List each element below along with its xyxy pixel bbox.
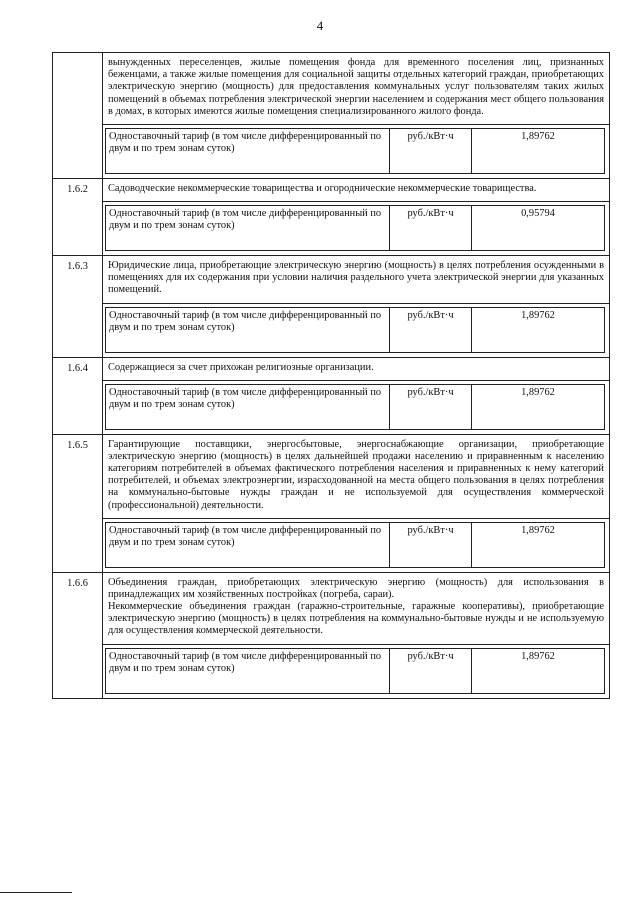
tariff-row [53,380,610,434]
tariff-cell [103,303,610,357]
tariff-detail-table [105,384,605,430]
tariff-table-body [53,53,610,699]
tariff-value: 1,89762 [472,522,605,567]
tariff-label: Одноставочный тариф (в том числе дифференцированный по двум и по трем зонам суток) [106,522,390,567]
tariff-cell [103,380,610,434]
tariff-row [53,303,610,357]
tariff-cell [103,202,610,256]
tariff-cell [103,644,610,698]
category-paragraph: Юридические лица, приобретающие электрическую энергию (мощность) в целях потребления осужденными в помещениях для их содержания при условии наличия раздельного учета электрической энергии для указанных помещений. [108,260,604,296]
tariff-unit: руб./кВт·ч [390,307,472,352]
tariff-detail-table [105,128,605,174]
category-description [103,53,610,125]
footnote-separator [0,892,72,893]
category-number: 1.6.2 [53,178,103,255]
tariff-row [53,202,610,256]
tariff-value: 1,89762 [472,384,605,429]
tariff-detail-row [106,307,605,352]
tariff-detail-row [106,128,605,173]
category-row [53,256,610,304]
tariff-unit: руб./кВт·ч [390,206,472,251]
tariff-detail-row [106,384,605,429]
category-description [103,256,610,304]
category-paragraph: Садоводческие некоммерческие товарищества и огороднические некоммерческие товарищества. [108,182,537,194]
tariff-detail-table [105,522,605,568]
tariff-value: 1,89762 [472,307,605,352]
category-number: 1.6.3 [53,256,103,358]
tariff-detail-table [105,307,605,353]
category-paragraph: вынужденных переселенцев, жилые помещения фонда для временного поселения лиц, признанных беженцами, а также жилые помещения для социальной защиты отдельных категорий граждан, приобретающих электрическую энергию (мощность) для предоставления коммунальных услуг пользователям таких жилых помещений в объемах потребления электрической энергии населением и содержания мест общего пользования в домах, в которых имеются жилые помещения специализированного жилого фонда. [108,57,604,117]
tariff-value: 0,95794 [472,206,605,251]
tariff-unit: руб./кВт·ч [390,648,472,693]
tariff-table [52,52,610,699]
tariff-row [53,518,610,572]
tariff-label: Одноставочный тариф (в том числе дифференцированный по двум и по трем зонам суток) [106,128,390,173]
category-row [53,178,610,201]
tariff-value: 1,89762 [472,128,605,173]
tariff-label: Одноставочный тариф (в том числе дифференцированный по двум и по трем зонам суток) [106,206,390,251]
tariff-label: Одноставочный тариф (в том числе дифференцированный по двум и по трем зонам суток) [106,307,390,352]
tariff-detail-row [106,522,605,567]
category-number [53,53,103,179]
category-number: 1.6.6 [53,572,103,698]
tariff-detail-row [106,648,605,693]
category-description [103,434,610,518]
tariff-detail-table [105,205,605,251]
tariff-unit: руб./кВт·ч [390,384,472,429]
category-paragraph: Содержащиеся за счет прихожан религиозные организации. [108,361,374,373]
tariff-row [53,644,610,698]
category-row [53,434,610,518]
tariff-cell [103,124,610,178]
tariff-unit: руб./кВт·ч [390,128,472,173]
tariff-label: Одноставочный тариф (в том числе дифференцированный по двум и по трем зонам суток) [106,384,390,429]
tariff-cell [103,518,610,572]
tariff-row [53,124,610,178]
category-number: 1.6.4 [53,357,103,434]
category-paragraph: Объединения граждан, приобретающих электрическую энергию (мощность) для использования в принадлежащих им хозяйственных постройках (погреба, сараи). [108,576,604,600]
category-paragraph: Некоммерческие объединения граждан (гаражно-строительные, гаражные кооперативы), приобретающие электрическую энергию (мощность) в целях потребления на коммунально-бытовые нужды и не используемую для осуществления коммерческой деятельности. [108,601,604,637]
category-row [53,53,610,125]
category-row [53,572,610,644]
tariff-detail-row [106,206,605,251]
category-description [103,178,610,201]
tariff-value: 1,89762 [472,648,605,693]
tariff-label: Одноставочный тариф (в том числе дифференцированный по двум и по трем зонам суток) [106,648,390,693]
category-paragraph: Гарантирующие поставщики, энергосбытовые, энергоснабжающие организации, приобретающие электрическую энергию (мощность) в целях дальнейшей продажи населению и приравненным к населению категориям потребителей в объемах фактического потребления населения и приравненных к нему категорий потребителей, и объемах электроэнергии, израсходованной на места общего пользования в целях потребления на коммунально-бытовые нужды граждан и не используемой для осуществления коммерческой (профессиональной) деятельности. [108,438,604,511]
tariff-detail-table [105,648,605,694]
category-number: 1.6.5 [53,434,103,572]
category-row [53,357,610,380]
category-description [103,572,610,644]
tariff-unit: руб./кВт·ч [390,522,472,567]
category-description [103,357,610,380]
page-number: 4 [316,18,324,33]
